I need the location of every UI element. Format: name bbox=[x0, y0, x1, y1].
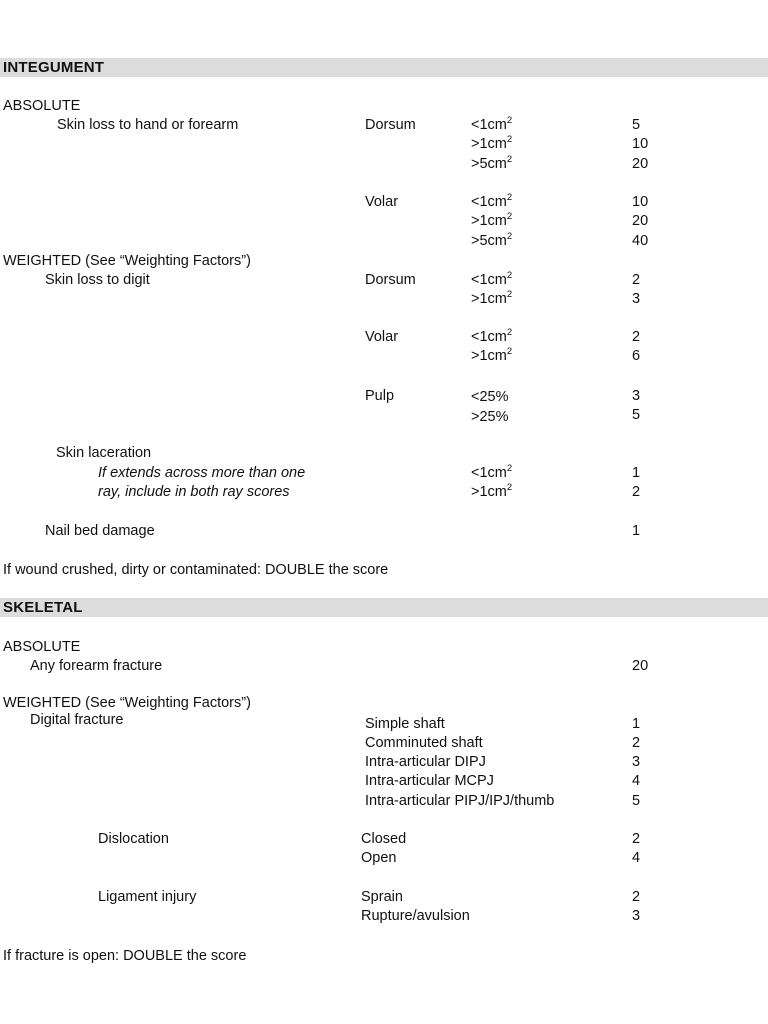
skeletal-header-band bbox=[0, 598, 768, 617]
digit-volar-size-1: $<1cm^2$ bbox=[471, 327, 513, 345]
digital-fracture-score-5: 5 bbox=[632, 793, 641, 809]
dislocation-type-1: Closed bbox=[361, 831, 407, 847]
ligament-injury-label: Ligament injury bbox=[98, 889, 197, 905]
laceration-score-1: 1 bbox=[632, 465, 641, 481]
skeletal-absolute-label: ABSOLUTE bbox=[3, 639, 81, 655]
integument-header-band bbox=[0, 58, 768, 77]
integument-weighted-label: WEIGHTED (See “Weighting Factors”) bbox=[3, 253, 251, 269]
dislocation-score-1: 2 bbox=[632, 831, 641, 847]
digital-fracture-type-4: Intra-articular MCPJ bbox=[365, 773, 494, 789]
hand-dorsum-size-2: $>1cm^2$ bbox=[471, 134, 513, 152]
digit-pulp-size-1: <25% bbox=[471, 389, 509, 405]
laceration-size-1: $<1cm^2$ bbox=[471, 463, 513, 481]
integument-footnote: If wound crushed, dirty or contaminated: DOUBLE the score bbox=[3, 562, 389, 578]
skeletal-footnote: If fracture is open: DOUBLE the score bbox=[3, 948, 247, 964]
laceration-size-2: $>1cm^2$ bbox=[471, 482, 513, 500]
laceration-score-2: 2 bbox=[632, 484, 641, 500]
forearm-fracture-label: Any forearm fracture bbox=[30, 658, 163, 674]
digit-pulp-score-1: 3 bbox=[632, 388, 641, 404]
digit-dorsum-size-1: $<1cm^2$ bbox=[471, 270, 513, 288]
ligament-type-1: Sprain bbox=[361, 889, 403, 905]
ligament-score-2: 3 bbox=[632, 908, 641, 924]
digit-volar-score-1: 2 bbox=[632, 329, 641, 345]
hand-volar-size-2: $>1cm^2$ bbox=[471, 211, 513, 229]
dislocation-label: Dislocation bbox=[98, 831, 169, 847]
nail-bed-score: 1 bbox=[632, 523, 641, 539]
hand-dorsum-score-3: 20 bbox=[632, 156, 649, 172]
hand-dorsum-label: Dorsum bbox=[365, 117, 416, 133]
digit-dorsum-label: Dorsum bbox=[365, 272, 416, 288]
digit-pulp-score-2: 5 bbox=[632, 407, 641, 423]
digital-fracture-type-1: Simple shaft bbox=[365, 716, 445, 732]
digit-pulp-size-2: >25% bbox=[471, 409, 509, 425]
digit-dorsum-size-2: $>1cm^2$ bbox=[471, 289, 513, 307]
hand-dorsum-size-3: $>5cm^2$ bbox=[471, 154, 513, 172]
skeletal-title: SKELETAL bbox=[3, 599, 83, 616]
integument-absolute-label: ABSOLUTE bbox=[3, 98, 81, 114]
hand-volar-score-3: 40 bbox=[632, 233, 649, 249]
digital-fracture-type-3: Intra-articular DIPJ bbox=[365, 754, 486, 770]
digit-pulp-label: Pulp bbox=[365, 388, 395, 404]
digital-fracture-score-2: 2 bbox=[632, 735, 641, 751]
hand-volar-size-1: $<1cm^2$ bbox=[471, 192, 513, 210]
integument-title: INTEGUMENT bbox=[3, 59, 105, 76]
skin-laceration-note-2: ray, include in both ray scores bbox=[98, 484, 290, 500]
hand-volar-label: Volar bbox=[365, 194, 399, 210]
forearm-fracture-score: 20 bbox=[632, 658, 649, 674]
digital-fracture-type-5: Intra-articular PIPJ/IPJ/thumb bbox=[365, 793, 555, 809]
skeletal-weighted-label: WEIGHTED (See “Weighting Factors”) bbox=[3, 695, 251, 711]
digit-volar-size-2: $>1cm^2$ bbox=[471, 346, 513, 364]
dislocation-type-2: Open bbox=[361, 850, 397, 866]
hand-dorsum-score-1: 5 bbox=[632, 117, 641, 133]
digit-volar-score-2: 6 bbox=[632, 348, 641, 364]
dislocation-score-2: 4 bbox=[632, 850, 641, 866]
digital-fracture-score-1: 1 bbox=[632, 716, 641, 732]
skin-laceration-note-1: If extends across more than one bbox=[98, 465, 306, 481]
digit-dorsum-score-1: 2 bbox=[632, 272, 641, 288]
skin-laceration-label: Skin laceration bbox=[56, 445, 152, 461]
hand-volar-size-3: $>5cm^2$ bbox=[471, 231, 513, 249]
hand-volar-score-2: 20 bbox=[632, 213, 649, 229]
ligament-score-1: 2 bbox=[632, 889, 641, 905]
digital-fracture-label: Digital fracture bbox=[30, 712, 124, 728]
skin-loss-hand-label: Skin loss to hand or forearm bbox=[57, 117, 239, 133]
hand-dorsum-score-2: 10 bbox=[632, 136, 649, 152]
digit-volar-label: Volar bbox=[365, 329, 399, 345]
digital-fracture-score-3: 3 bbox=[632, 754, 641, 770]
hand-volar-score-1: 10 bbox=[632, 194, 649, 210]
digit-dorsum-score-2: 3 bbox=[632, 291, 641, 307]
skin-loss-digit-label: Skin loss to digit bbox=[45, 272, 150, 288]
digital-fracture-type-2: Comminuted shaft bbox=[365, 735, 483, 751]
hand-dorsum-size-1: $<1cm^2$ bbox=[471, 115, 513, 133]
nail-bed-label: Nail bed damage bbox=[45, 523, 155, 539]
ligament-type-2: Rupture/avulsion bbox=[361, 908, 470, 924]
digital-fracture-score-4: 4 bbox=[632, 773, 641, 789]
